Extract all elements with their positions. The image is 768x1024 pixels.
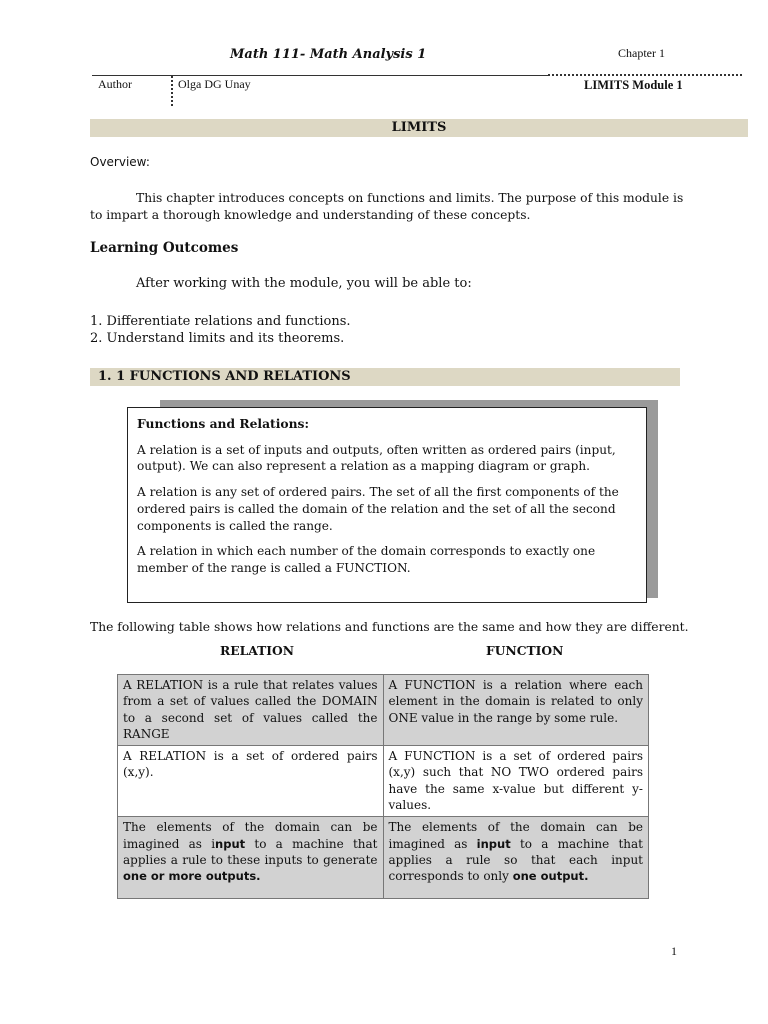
chapter-label: Chapter 1: [618, 46, 665, 60]
definition-box: [127, 407, 647, 603]
page-number: 1: [671, 944, 677, 958]
table-intro: The following table shows how relations and functions are the same and how they are different.: [90, 620, 689, 634]
table-cell-relation: A RELATION is a rule that relates values from a set of values called the DOMAIN to a second set of values called the RANGE: [118, 675, 384, 746]
cell-emphasis: one output.: [512, 869, 589, 884]
overview-label: Overview:: [90, 155, 150, 169]
learning-outcomes-list: [90, 313, 351, 347]
learning-outcomes-lead: After working with the module, you will be able to:: [136, 276, 472, 291]
header-rule: [92, 75, 548, 76]
cell-text: The elements of the domain can be imagined as: [388, 820, 643, 851]
course-title: Math 111- Math Analysis 1: [230, 47, 427, 62]
cell-text: The elements of the domain can be imagined as i: [123, 820, 378, 851]
table-row: [118, 675, 649, 746]
table-row: [118, 746, 649, 817]
table-cell-relation: [118, 817, 384, 899]
cell-text: to a machine that applies a rule so that each input corresponds to only: [388, 836, 644, 884]
column-header-relation: RELATION: [220, 643, 294, 658]
author-divider: [171, 76, 173, 106]
section-heading: 1. 1 FUNCTIONS AND RELATIONS: [90, 368, 680, 386]
definition-paragraph: A relation is a set of inputs and outputs, often written as ordered pairs (input, output). We can also represent a relation as a mapping diagram or graph.: [137, 442, 616, 474]
definition-paragraph: A relation is any set of ordered pairs. The set of all the first components of the ordered pairs is called the domain of the relation and the set of all the second components is called the range.: [137, 485, 619, 533]
header-rule-dotted: [548, 74, 742, 76]
column-header-function: FUNCTION: [486, 643, 564, 658]
module-label: LIMITS Module 1: [584, 78, 683, 92]
table-cell-function: A FUNCTION is a set of ordered pairs (x,y) such that NO TWO ordered pairs have the same x-value but different y-values.: [383, 746, 649, 817]
table-cell-function: A FUNCTION is a relation where each element in the domain is related to only ONE value in the range by some rule.: [383, 675, 649, 746]
table-cell-relation: A RELATION is a set of ordered pairs (x,y).: [118, 746, 384, 817]
learning-outcomes-heading: Learning Outcomes: [90, 240, 239, 256]
definition-box-title: Functions and Relations:: [137, 416, 310, 431]
page-title-band: LIMITS: [90, 119, 748, 137]
list-item: 1. Differentiate relations and functions.: [90, 314, 351, 329]
cell-text: to a machine that applies a rule to these inputs to generate: [123, 836, 378, 867]
author-label: Author: [98, 77, 132, 91]
author-name: Olga DG Unay: [178, 77, 251, 91]
definition-paragraph: A relation in which each number of the domain corresponds to exactly one member of the range is called a FUNCTION.: [137, 544, 596, 575]
table-row: [118, 817, 649, 899]
cell-emphasis: input: [476, 836, 511, 851]
intro-paragraph: This chapter introduces concepts on functions and limits. The purpose of this module is to impart a thorough knowledge and understanding of these concepts.: [90, 191, 684, 222]
cell-emphasis: nput: [215, 836, 246, 851]
comparison-table: [117, 674, 649, 899]
list-item: 2. Understand limits and its theorems.: [90, 331, 345, 346]
table-cell-function: [383, 817, 649, 899]
cell-emphasis: one or more outputs.: [123, 869, 261, 884]
